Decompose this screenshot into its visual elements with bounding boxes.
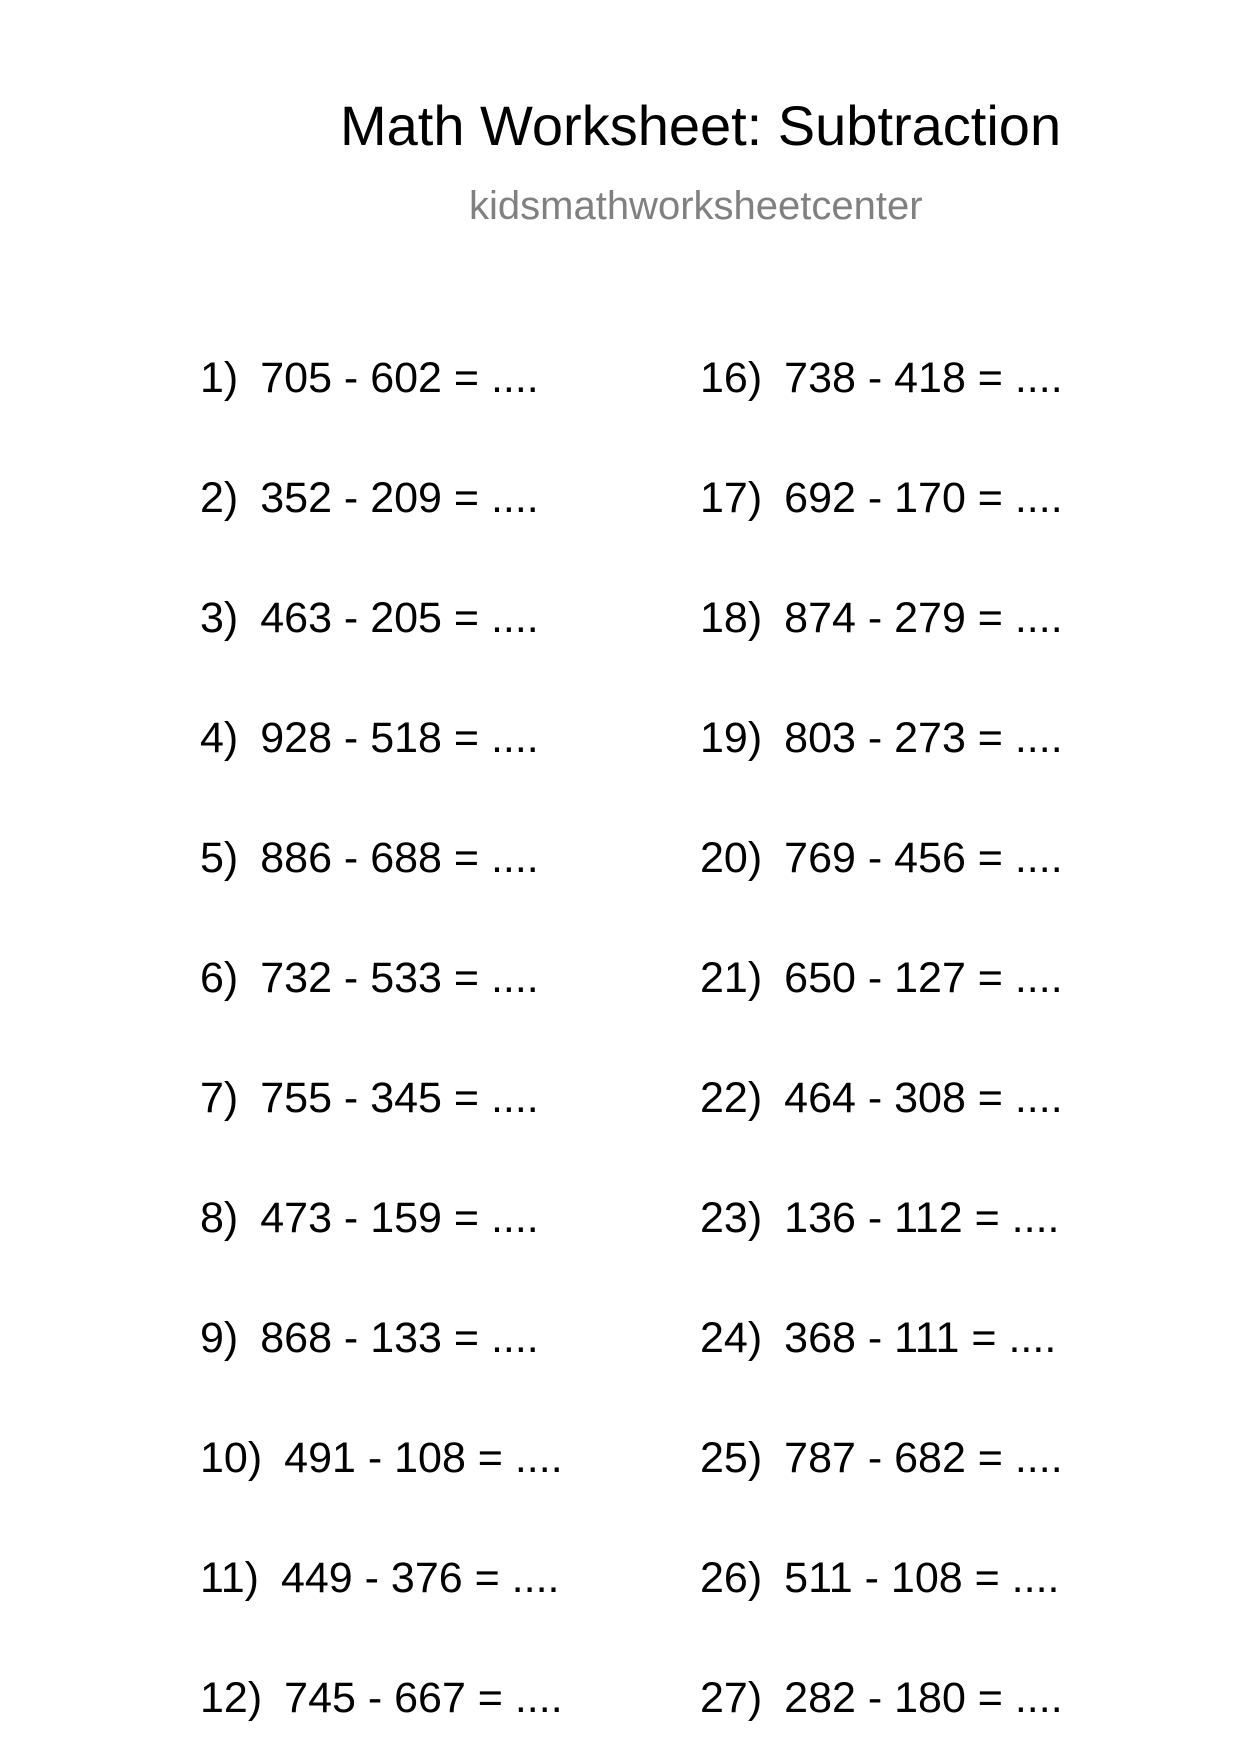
problem-item: [200, 1314, 539, 1362]
problem-expression: 136 - 112 = ....: [784, 1194, 1060, 1242]
problem-item: [700, 1194, 1060, 1242]
problem-expression: 755 - 345 = ....: [260, 1074, 539, 1122]
problem-number: 6): [200, 954, 239, 1002]
problem-number: 8): [200, 1194, 239, 1242]
problem-expression: 282 - 180 = ....: [784, 1674, 1063, 1722]
problem-number: 5): [200, 834, 239, 882]
problem-item: [700, 474, 1063, 522]
problem-item: [200, 474, 539, 522]
problem-number: 22): [700, 1074, 763, 1122]
problem-item: [700, 834, 1063, 882]
problem-number: 23): [700, 1194, 763, 1242]
problem-number: 18): [700, 594, 763, 642]
problem-expression: 511 - 108 = ....: [784, 1554, 1060, 1602]
problem-number: 16): [700, 354, 763, 402]
problem-item: [200, 354, 539, 402]
problem-expression: 491 - 108 = ....: [284, 1434, 563, 1482]
problem-item: [700, 1074, 1063, 1122]
problem-item: [700, 1434, 1063, 1482]
problem-item: [200, 834, 539, 882]
problem-expression: 787 - 682 = ....: [784, 1434, 1063, 1482]
problem-item: [700, 594, 1063, 642]
problem-number: 4): [200, 714, 239, 762]
problem-expression: 463 - 205 = ....: [260, 594, 539, 642]
problem-number: 21): [700, 954, 763, 1002]
problem-number: 1): [200, 354, 239, 402]
problem-expression: 928 - 518 = ....: [260, 714, 539, 762]
problem-item: [700, 1674, 1063, 1722]
problem-number: 7): [200, 1074, 239, 1122]
problem-expression: 368 - 111 = ....: [784, 1314, 1057, 1362]
problem-item: [200, 1554, 560, 1602]
problem-expression: 738 - 418 = ....: [784, 354, 1063, 402]
problem-number: 25): [700, 1434, 763, 1482]
problem-expression: 769 - 456 = ....: [784, 834, 1063, 882]
problem-item: [200, 594, 539, 642]
problem-expression: 745 - 667 = ....: [284, 1674, 563, 1722]
problem-item: [200, 1434, 563, 1482]
problem-expression: 705 - 602 = ....: [260, 354, 539, 402]
problem-number: 20): [700, 834, 763, 882]
problem-number: 26): [700, 1554, 763, 1602]
problem-item: [200, 1194, 539, 1242]
problem-expression: 449 - 376 = ....: [280, 1554, 560, 1602]
problem-expression: 650 - 127 = ....: [784, 954, 1063, 1002]
problem-number: 27): [700, 1674, 763, 1722]
problem-expression: 464 - 308 = ....: [784, 1074, 1063, 1122]
problem-number: 3): [200, 594, 239, 642]
problem-item: [200, 1674, 563, 1722]
problem-number: 11): [200, 1554, 259, 1602]
problem-expression: 868 - 133 = ....: [260, 1314, 539, 1362]
problem-number: 10): [200, 1434, 263, 1482]
problem-number: 24): [700, 1314, 763, 1362]
page-title: Math Worksheet: Subtraction: [340, 94, 1062, 157]
problem-item: [200, 714, 539, 762]
page-subtitle: kidsmathworksheetcenter: [469, 184, 923, 228]
problem-expression: 692 - 170 = ....: [784, 474, 1063, 522]
problem-expression: 803 - 273 = ....: [784, 714, 1063, 762]
problem-number: 12): [200, 1674, 263, 1722]
problem-number: 9): [200, 1314, 239, 1362]
problem-expression: 874 - 279 = ....: [784, 594, 1063, 642]
problem-item: [700, 354, 1063, 402]
problem-number: 2): [200, 474, 239, 522]
problem-expression: 352 - 209 = ....: [260, 474, 539, 522]
problem-number: 19): [700, 714, 763, 762]
problem-expression: 886 - 688 = ....: [260, 834, 539, 882]
problem-item: [700, 954, 1063, 1002]
problem-item: [200, 1074, 539, 1122]
problem-expression: 732 - 533 = ....: [260, 954, 539, 1002]
problem-number: 17): [700, 474, 763, 522]
problem-expression: 473 - 159 = ....: [260, 1194, 539, 1242]
problem-item: [200, 954, 539, 1002]
problem-item: [700, 1554, 1060, 1602]
problem-item: [700, 1314, 1057, 1362]
problem-item: [700, 714, 1063, 762]
